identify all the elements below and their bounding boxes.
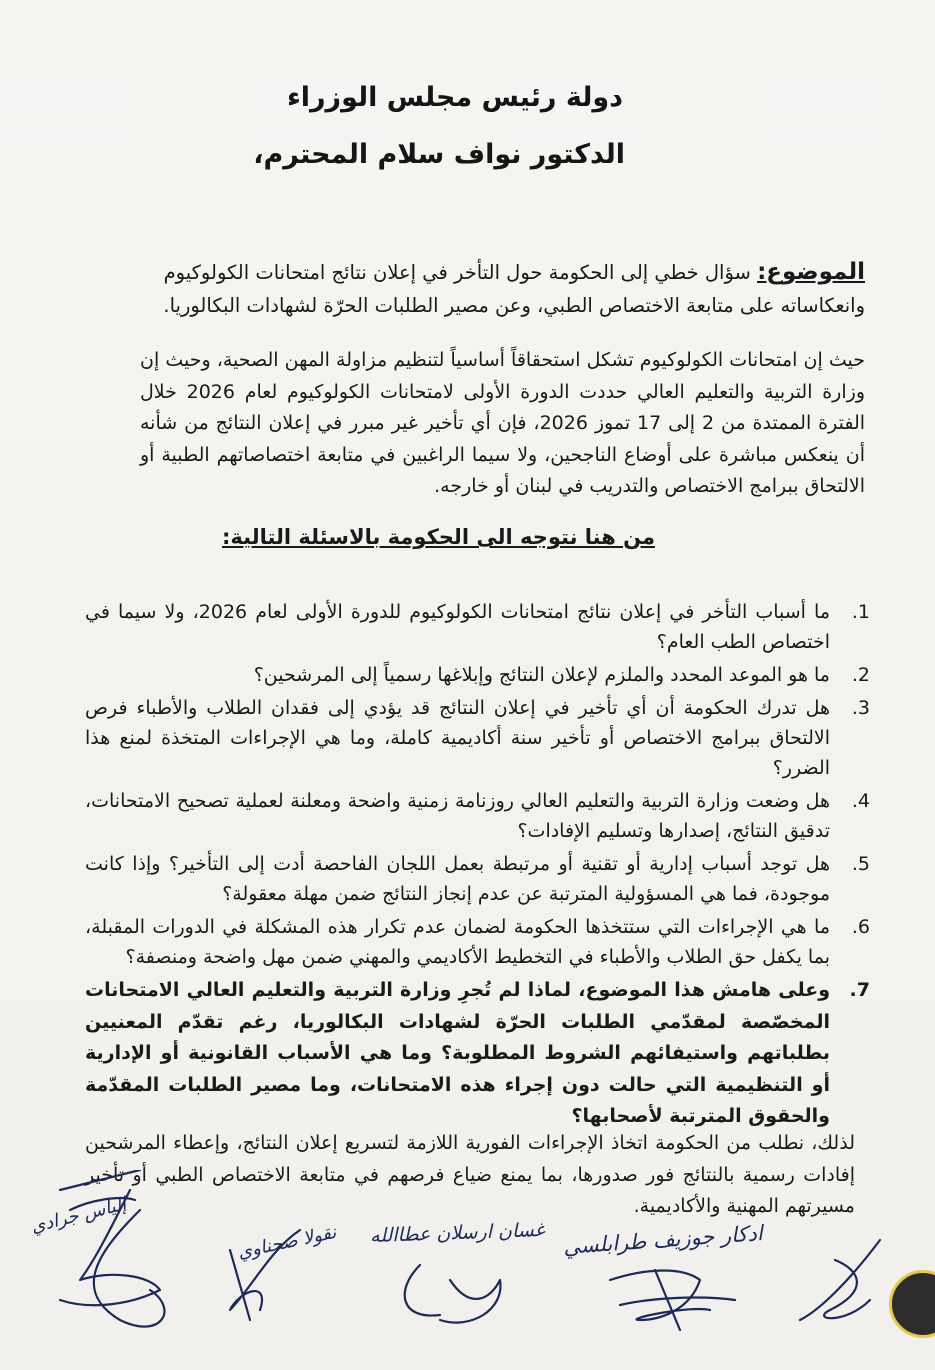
signature-strokes [0, 1170, 935, 1370]
signature-name: نقولا صحناوي [235, 1221, 339, 1264]
question-item: 6. ما هي الإجراءات التي ستتخذها الحكومة لضمان عدم تكرار هذه المشكلة في الدورات المقبلة، بما يكفل حق الطلاب والأطباء في التخطيط الأكاديمي والمهني ضمن مهل واضحة ومنصفة؟ [85, 916, 870, 968]
signature-name: إلياس جرادي [28, 1193, 129, 1238]
recipient-title: دولة رئيس مجلس الوزراء [286, 82, 623, 113]
closing-paragraph: لذلك، نطلب من الحكومة اتخاذ الإجراءات الفورية اللازمة لتسريع إعلان النتائج، وإعطاء المرشحين إفادات رسمية بالنتائج فور صدورها، بما يمنع ضياع فرصهم في متابعة الاختصاص الطبي أو تأخير مسيرتهم المهنية والأكاديمية. [85, 1132, 855, 1217]
signature-name: غسان ارسلان عطاالله [370, 1218, 546, 1248]
question-item: 1. ما أسباب التأخر في إعلان نتائج امتحانات الكولوكيوم للدورة الأولى لعام 2026، ولا سيما في اختصاص الطب العام؟ [85, 601, 870, 653]
subject-text: سؤال خطي إلى الحكومة حول التأخر في إعلان نتائج امتحانات الكولوكيوم وانعكاساته على متابعة الاختصاص الطبي، وعن مصير الطلبات الحرّة لشهادات البكالوريا. [163, 261, 865, 317]
questions-heading: من هنا نتوجه الى الحكومة بالاسئلة التالية: [221, 525, 655, 549]
question-item: 3. هل تدرك الحكومة أن أي تأخير في إعلان النتائج قد يؤدي إلى فقدان الطلاب والأطباء فرص الالتحاق ببرامج الاختصاص أو تأخير سنة أكاديمية كاملة، وما هي الإجراءات المتخذة لمنع هذا الضرر؟ [85, 697, 870, 779]
subject-paragraph [150, 256, 865, 322]
subject-label: الموضوع: [757, 259, 865, 285]
question-item: 7. وعلى هامش هذا الموضوع، لماذا لم تُجرِ وزارة التربية والتعليم العالي الامتحانات المخصّصة لمقدّمي الطلبات الحرّة لشهادات البكالوريا، رغم تقدّم المعنيين بطلباتهم واستيفائهم الشروط المطلوبة؟ وما هي الأسباب القانونية أو الإدارية أو التنظيمية التي حالت دون إجراء هذه الامتحانات، وما مصير الطلبات المقدّمة والحقوق المترتبة لأصحابها؟ [85, 979, 870, 1127]
question-item: 2. ما هو الموعد المحدد والملزم لإعلان النتائج وإبلاغها رسمياً إلى المرشحين؟ [253, 664, 870, 686]
intro-paragraph: حيث إن امتحانات الكولوكيوم تشكل استحقاقاً أساسياً لتنظيم مزاولة المهن الصحية، وحيث إن وزارة التربية والتعليم العالي حددت الدورة الأولى لامتحانات الكولوكيوم لعام 2026 خلال الفترة الممتدة من 2 إلى 17 تموز 2026، فإن أي تأخير غير مبرر في إعلان النتائج من شأنه أن ينعكس مباشرة على أوضاع الناجحين، ولا سيما الراغبين في متابعة اختصاصاتهم الطبية أو الالتحاق ببرامج الاختصاص والتدريب في لبنان أو خارجه. [140, 349, 866, 497]
question-item: 5. هل توجد أسباب إدارية أو تقنية أو مرتبطة بعمل اللجان الفاحصة أدت إلى التأخير؟ وإذا كانت موجودة، فما هي المسؤولية المترتبة عن عدم إنجاز النتائج ضمن مهلة معقولة؟ [85, 853, 870, 905]
question-item: 4. هل وضعت وزارة التربية والتعليم العالي روزنامة زمنية واضحة ومعلنة لعملية تصحيح الامتحانات، تدقيق النتائج، إصدارها وتسليم الإفادات؟ [85, 790, 870, 842]
recipient-name: الدكتور نواف سلام المحترم، [253, 139, 625, 170]
signature-name: ادكار جوزيف طرابلسي [562, 1221, 764, 1259]
questions-list [85, 597, 870, 1136]
